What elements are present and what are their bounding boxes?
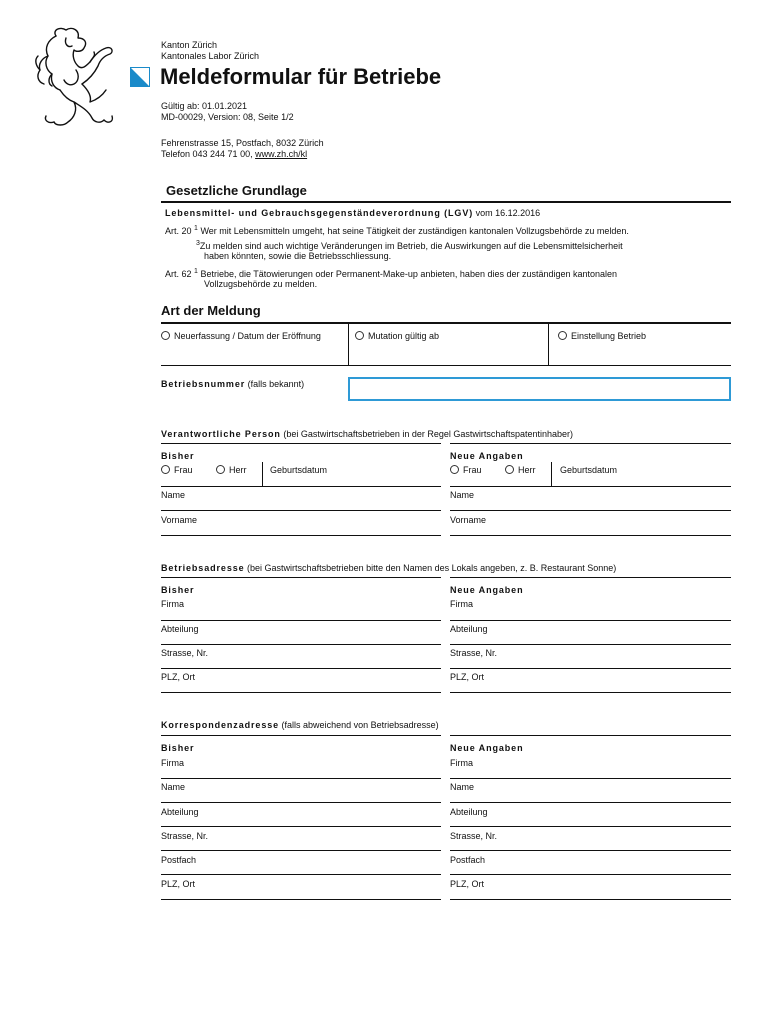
- art62-text-b: Vollzugsbehörde zu melden.: [204, 279, 318, 289]
- ka-neu-firma[interactable]: Firma: [450, 758, 473, 768]
- art62-para1: [165, 266, 617, 280]
- radio-mutation[interactable]: [355, 331, 364, 340]
- ba-bisher-firma[interactable]: Firma: [161, 599, 184, 609]
- korrespondenz-note: (falls abweichend von Betriebsadresse): [279, 720, 439, 730]
- art20-text3b: haben könnten, sowie die Betriebsschliessung.: [204, 251, 392, 261]
- radio-neuerfassung[interactable]: [161, 331, 170, 340]
- page-title: Meldeformular für Betriebe: [160, 64, 442, 89]
- bisher-line-1: [161, 486, 441, 487]
- canton-zurich-lion-logo: [34, 26, 120, 132]
- ka-bisher-heading: Bisher: [161, 743, 195, 753]
- art20-sup1: 1: [194, 225, 198, 232]
- valid-from: Gültig ab: 01.01.2021: [161, 101, 248, 111]
- ba-bisher-abteilung[interactable]: Abteilung: [161, 624, 199, 634]
- neu-frau[interactable]: [450, 465, 482, 476]
- betriebsnummer-note: (falls bekannt): [245, 379, 305, 389]
- person-note: (bei Gastwirtschaftsbetrieben in der Regel Gastwirtschaftspatentinhaber): [280, 429, 573, 439]
- ka-neu-strasse-line: [450, 850, 731, 851]
- betriebsadresse-section-label: [161, 563, 616, 574]
- neu-vorname-line: [450, 535, 731, 536]
- ka-neu-firma-line: [450, 778, 731, 779]
- phone-text: Telefon 043 244 71 00,: [161, 149, 256, 159]
- radio-neu-frau[interactable]: [450, 465, 459, 474]
- betriebsnummer-title: Betriebsnummer: [161, 379, 246, 389]
- neu-name-label[interactable]: Name: [450, 490, 475, 500]
- ba-bisher-abteilung-line: [161, 644, 441, 645]
- law-title: [165, 208, 540, 219]
- bisher-herr-label: Herr: [229, 465, 247, 475]
- option-neuerfassung-label: Neuerfassung / Datum der Eröffnung: [174, 331, 321, 341]
- ba-bisher-topline: [161, 577, 441, 578]
- ka-bisher-strasse[interactable]: Strasse, Nr.: [161, 831, 209, 841]
- ka-neu-abteilung-line: [450, 826, 731, 827]
- bisher-herr[interactable]: [216, 465, 247, 476]
- ba-neu-abteilung-line: [450, 644, 731, 645]
- meldung-divider-2: [548, 323, 549, 365]
- art20-text3a: Zu melden sind auch wichtige Veränderungen im Betrieb, die Auswirkungen auf die Lebensmittelsicherheit: [199, 241, 623, 251]
- bisher-frau-label: Frau: [174, 465, 193, 475]
- neu-line-1: [450, 486, 731, 487]
- art20-label: Art. 20: [165, 226, 192, 236]
- ka-neu-postfach-line: [450, 874, 731, 875]
- ka-bisher-postfach[interactable]: Postfach: [161, 855, 197, 865]
- person-neu-heading: Neue Angaben: [450, 451, 524, 461]
- neu-geburtsdatum-label: Geburtsdatum: [560, 465, 618, 475]
- ka-bisher-name-line: [161, 802, 441, 803]
- law-date: vom 16.12.2016: [473, 208, 541, 218]
- ka-bisher-strasse-line: [161, 850, 441, 851]
- person-bisher-topline: [161, 443, 441, 444]
- ka-neu-heading: Neue Angaben: [450, 743, 524, 753]
- ka-bisher-firma[interactable]: Firma: [161, 758, 184, 768]
- betriebsnummer-label: [161, 379, 304, 390]
- art20-sup3: 3: [196, 240, 200, 247]
- document-info: MD-00029, Version: 08, Seite 1/2: [161, 112, 294, 122]
- option-einstellung[interactable]: [558, 331, 646, 342]
- bisher-frau[interactable]: [161, 465, 193, 476]
- art62-sup1: 1: [194, 268, 198, 275]
- ba-neu-abteilung[interactable]: Abteilung: [450, 624, 488, 634]
- bisher-geburtsdatum-divider: [262, 462, 263, 486]
- betriebsnummer-input[interactable]: [348, 377, 731, 401]
- neu-vorname-label[interactable]: Vorname: [450, 515, 487, 525]
- ka-bisher-postfach-line: [161, 874, 441, 875]
- ba-bisher-heading: Bisher: [161, 585, 195, 595]
- ba-neu-plz-line: [450, 692, 731, 693]
- ba-bisher-plz[interactable]: PLZ, Ort: [161, 672, 196, 682]
- radio-bisher-herr[interactable]: [216, 465, 225, 474]
- meldung-bottom-line: [161, 365, 731, 366]
- person-section-label: [161, 429, 573, 440]
- ka-neu-abteilung[interactable]: Abteilung: [450, 807, 488, 817]
- ka-neu-name-line: [450, 802, 731, 803]
- betriebsadresse-note: (bei Gastwirtschaftsbetrieben bitte den Namen des Lokals angeben, z. B. Restaurant Sonne): [244, 563, 617, 573]
- ba-bisher-strasse[interactable]: Strasse, Nr.: [161, 648, 209, 658]
- legal-divider: [161, 201, 731, 203]
- ka-bisher-abteilung-line: [161, 826, 441, 827]
- lab-name: Kantonales Labor Zürich: [161, 51, 260, 61]
- korrespondenz-section-label: [161, 720, 439, 731]
- ba-bisher-firma-line: [161, 620, 441, 621]
- neu-name-line: [450, 510, 731, 511]
- neu-geburtsdatum-divider: [551, 462, 552, 486]
- bisher-name-line: [161, 510, 441, 511]
- ba-bisher-strasse-line: [161, 668, 441, 669]
- ba-neu-firma-line: [450, 620, 731, 621]
- canton-name: Kanton Zürich: [161, 40, 218, 50]
- art62-text-a: Betriebe, die Tätowierungen oder Permanent-Make-up anbieten, haben dies der zuständigen kantonalen: [197, 269, 618, 279]
- law-name: Lebensmittel- und Gebrauchsgegenständeverordnung (LGV): [165, 208, 474, 218]
- person-title: Verantwortliche Person: [161, 429, 281, 439]
- radio-bisher-frau[interactable]: [161, 465, 170, 474]
- ka-bisher-name[interactable]: Name: [161, 782, 186, 792]
- website-link[interactable]: www.zh.ch/kl: [255, 149, 308, 159]
- bisher-name-label[interactable]: Name: [161, 490, 186, 500]
- art20-para3: [196, 238, 623, 252]
- ba-neu-heading: Neue Angaben: [450, 585, 524, 595]
- bisher-vorname-line: [161, 535, 441, 536]
- ka-neu-strasse[interactable]: Strasse, Nr.: [450, 831, 498, 841]
- ba-neu-firma[interactable]: Firma: [450, 599, 473, 609]
- option-einstellung-label: Einstellung Betrieb: [571, 331, 647, 341]
- neu-herr-label: Herr: [518, 465, 536, 475]
- office-phone: [161, 149, 307, 160]
- ka-bisher-plz-line: [161, 899, 441, 900]
- person-bisher-heading: Bisher: [161, 451, 195, 461]
- ba-neu-strasse[interactable]: Strasse, Nr.: [450, 648, 498, 658]
- meldung-heading: Art der Meldung: [161, 303, 261, 318]
- ba-neu-topline: [450, 577, 731, 578]
- ka-neu-postfach[interactable]: Postfach: [450, 855, 486, 865]
- option-mutation-label: Mutation gültig ab: [368, 331, 440, 341]
- bisher-vorname-label[interactable]: Vorname: [161, 515, 198, 525]
- ba-neu-plz[interactable]: PLZ, Ort: [450, 672, 485, 682]
- neu-frau-label: Frau: [463, 465, 482, 475]
- ba-bisher-plz-line: [161, 692, 441, 693]
- betriebsadresse-title: Betriebsadresse: [161, 563, 245, 573]
- art20-text1: Wer mit Lebensmitteln umgeht, hat seine Tätigkeit der zuständigen kantonalen Vollzugsbehörde zu melden.: [197, 226, 629, 236]
- office-address: Fehrenstrasse 15, Postfach, 8032 Zürich: [161, 138, 324, 148]
- zurich-flag-icon: [130, 67, 150, 87]
- korrespondenz-title: Korrespondenzadresse: [161, 720, 280, 730]
- radio-neu-herr[interactable]: [505, 465, 514, 474]
- radio-einstellung[interactable]: [558, 331, 567, 340]
- ba-neu-strasse-line: [450, 668, 731, 669]
- person-neu-topline: [450, 443, 731, 444]
- ka-neu-plz-line: [450, 899, 731, 900]
- bisher-geburtsdatum-label: Geburtsdatum: [270, 465, 328, 475]
- option-neuerfassung[interactable]: [161, 331, 321, 342]
- meldung-top-line: [161, 322, 731, 324]
- art20-para1: [165, 223, 629, 237]
- ka-bisher-firma-line: [161, 778, 441, 779]
- art62-label: Art. 62: [165, 269, 192, 279]
- ka-neu-plz[interactable]: PLZ, Ort: [450, 879, 485, 889]
- meldung-divider-1: [348, 323, 349, 365]
- ka-bisher-abteilung[interactable]: Abteilung: [161, 807, 199, 817]
- ka-bisher-topline: [161, 735, 441, 736]
- legal-heading: Gesetzliche Grundlage: [166, 183, 307, 198]
- neu-herr[interactable]: [505, 465, 536, 476]
- option-mutation[interactable]: [355, 331, 439, 342]
- ka-neu-name[interactable]: Name: [450, 782, 475, 792]
- ka-neu-topline: [450, 735, 731, 736]
- ka-bisher-plz[interactable]: PLZ, Ort: [161, 879, 196, 889]
